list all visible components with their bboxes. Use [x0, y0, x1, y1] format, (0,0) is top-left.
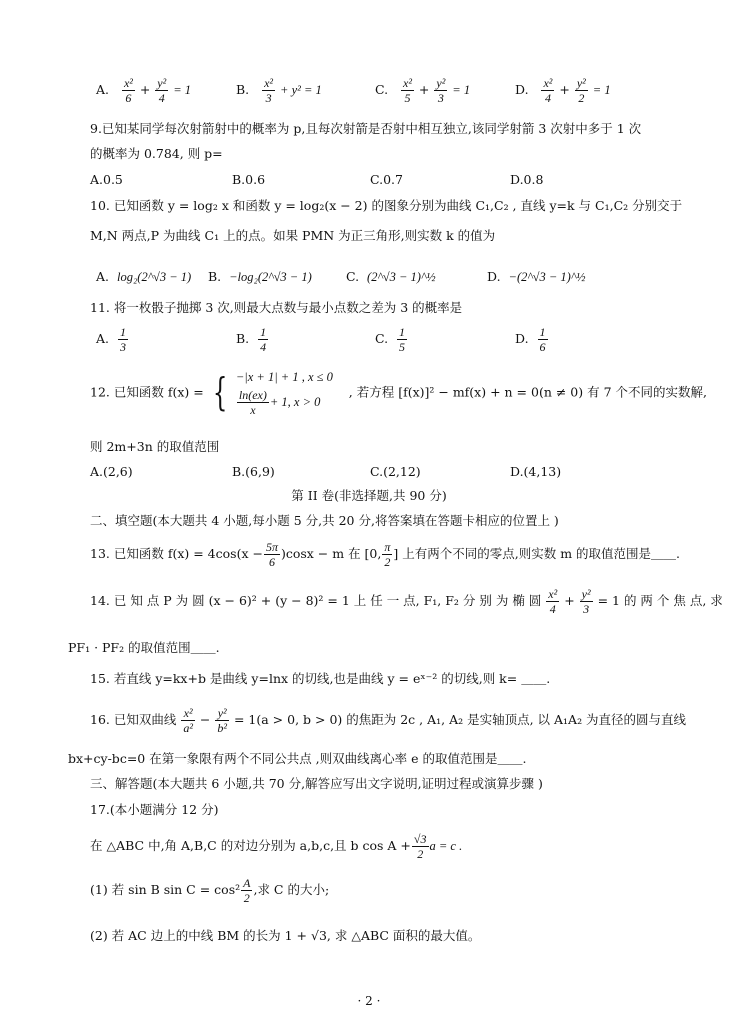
q17-part1: (1) 若 sin B sin C = cos² $\frac{A}{2}$ ,求 C 的大小;: [90, 876, 330, 905]
q12-line2: 则 2m+3n 的取值范围: [90, 439, 220, 454]
q17-part2: (2) 若 AC 边上的中线 BM 的长为 1 + √3, 求 △ABC 面积的最大值。: [90, 928, 481, 943]
q11-option-c: C. $\frac{1}{5}$: [375, 325, 406, 354]
q13: 13. 已知函数 f(x) = 4cos(x − $\frac{5\pi}{6}$ )cosx − m 在 [0, $\frac{\pi}{2}$ ] 上有两个不同的零点,则实数 m 的取值范围是＿＿.: [90, 540, 680, 569]
q11-line1: 11. 将一枚骰子抛掷 3 次,则最大点数与最小点数之差为 3 的概率是: [90, 300, 463, 315]
q15: 15. 若直线 y=kx+b 是曲线 y=lnx 的切线,也是曲线 y = eˣ⁻² 的切线,则 k= ＿＿.: [90, 671, 551, 686]
q10-line1: 10. 已知函数 y = log₂ x 和函数 y = log₂(x − 2) 的图象分别为曲线 C₁,C₂ , 直线 y=k 与 C₁,C₂ 分别交于: [90, 198, 683, 213]
q11-option-b: B. $\frac{1}{4}$: [236, 325, 267, 354]
q14-line2: PF₁ · PF₂ 的取值范围＿＿.: [68, 640, 220, 655]
q12-cases: −|x + 1| + 1 , x ≤ 0 $\frac{\ln(ex)}{x}$ + 1, x > 0: [235, 370, 333, 417]
q8-option-a: A. $\frac{\text{x²}}{6}$ + $\frac{\text{y²}}{4}$ = 1: [96, 76, 192, 105]
q9-option-b: B.0.6: [232, 172, 266, 187]
q12-equation: [90, 366, 707, 417]
q8-option-b: B. $\frac{\text{x²}}{3}$ + y² = 1: [236, 76, 322, 105]
q10-option-c: C. (2^√3 − 1)^½: [346, 269, 436, 284]
section3-heading: 三、解答题(本大题共 6 小题,共 70 分,解答应写出文字说明,证明过程或演算步骤 ): [90, 776, 543, 791]
q12-option-a: A.(2,6): [90, 464, 133, 479]
left-brace-icon: {: [212, 369, 228, 414]
q8-option-d: D. $\frac{\text{x²}}{4}$ + $\frac{\text{y²}}{2}$ = 1: [515, 76, 611, 105]
q17-heading: 17.(本小题满分 12 分): [90, 802, 219, 817]
q14: 14. 已 知 点 P 为 圆 (x − 6)² + (y − 8)² = 1 上 任 一 点, F₁, F₂ 分 别 为 椭 圆 $\frac{\text{x²}}{4}$ + $\frac{\text{y²}}{3}$ = 1 的 两 个 焦 点, 求: [90, 587, 723, 616]
q12-option-c: C.(2,12): [370, 464, 421, 479]
q9-option-a: A.0.5: [90, 172, 123, 187]
q9-line2: 的概率为 0.784, 则 p=: [90, 146, 223, 161]
q10-option-d: D. −(2^√3 − 1)^½: [487, 269, 586, 284]
q16: 16. 已知双曲线 $\frac{\text{x²}}{\text{a²}}$ − $\frac{\text{y²}}{\text{b²}}$ = 1(a > 0, b > 0) 的焦距为 2c , A₁, A₂ 是实轴顶点, 以 A₁A₂ 为直径的圆与直线: [90, 706, 687, 735]
q8-option-c: C. $\frac{\text{x²}}{5}$ + $\frac{\text{y²}}{3}$ = 1: [375, 76, 471, 105]
q9-option-c: C.0.7: [370, 172, 403, 187]
q12-option-b: B.(6,9): [232, 464, 275, 479]
part2-title: 第 II 卷(非选择题,共 90 分): [291, 488, 447, 503]
q11-option-d: D. $\frac{1}{6}$: [515, 325, 546, 354]
q10-line2: M,N 两点,P 为曲线 C₁ 上的点。如果 PMN 为正三角形,则实数 k 的值为: [90, 228, 496, 243]
q9-option-d: D.0.8: [510, 172, 544, 187]
page-number: · 2 ·: [357, 994, 381, 1008]
q10-option-b: B. −log₂(2^√3 − 1): [208, 269, 312, 284]
q12-option-d: D.(4,13): [510, 464, 562, 479]
q11-option-a: A. $\frac{1}{3}$: [96, 325, 126, 354]
q17-intro: 在 △ABC 中,角 A,B,C 的对边分别为 a,b,c,且 b cos A + $\frac{√3}{2}$ a = c .: [90, 832, 463, 861]
q10-option-a: A. log₂(2^√3 − 1): [96, 269, 192, 284]
q16-line2: bx+cy-bc=0 在第一象限有两个不同公共点 ,则双曲线离心率 e 的取值范围是＿＿.: [68, 751, 527, 766]
q9-line1: 9.已知某同学每次射箭射中的概率为 p,且每次射箭是否射中相互独立,该同学射箭 3 次射中多于 1 次: [90, 121, 642, 136]
q12-suffix: , 若方程 [f(x)]² − mf(x) + n = 0(n ≠ 0) 有 7 个不同的实数解,: [348, 384, 707, 400]
section2-heading: 二、填空题(本大题共 4 小题,每小题 5 分,共 20 分,将答案填在答题卡相应的位置上 ): [90, 513, 559, 528]
q12-prefix: 12. 已知函数 f(x) =: [90, 384, 204, 400]
